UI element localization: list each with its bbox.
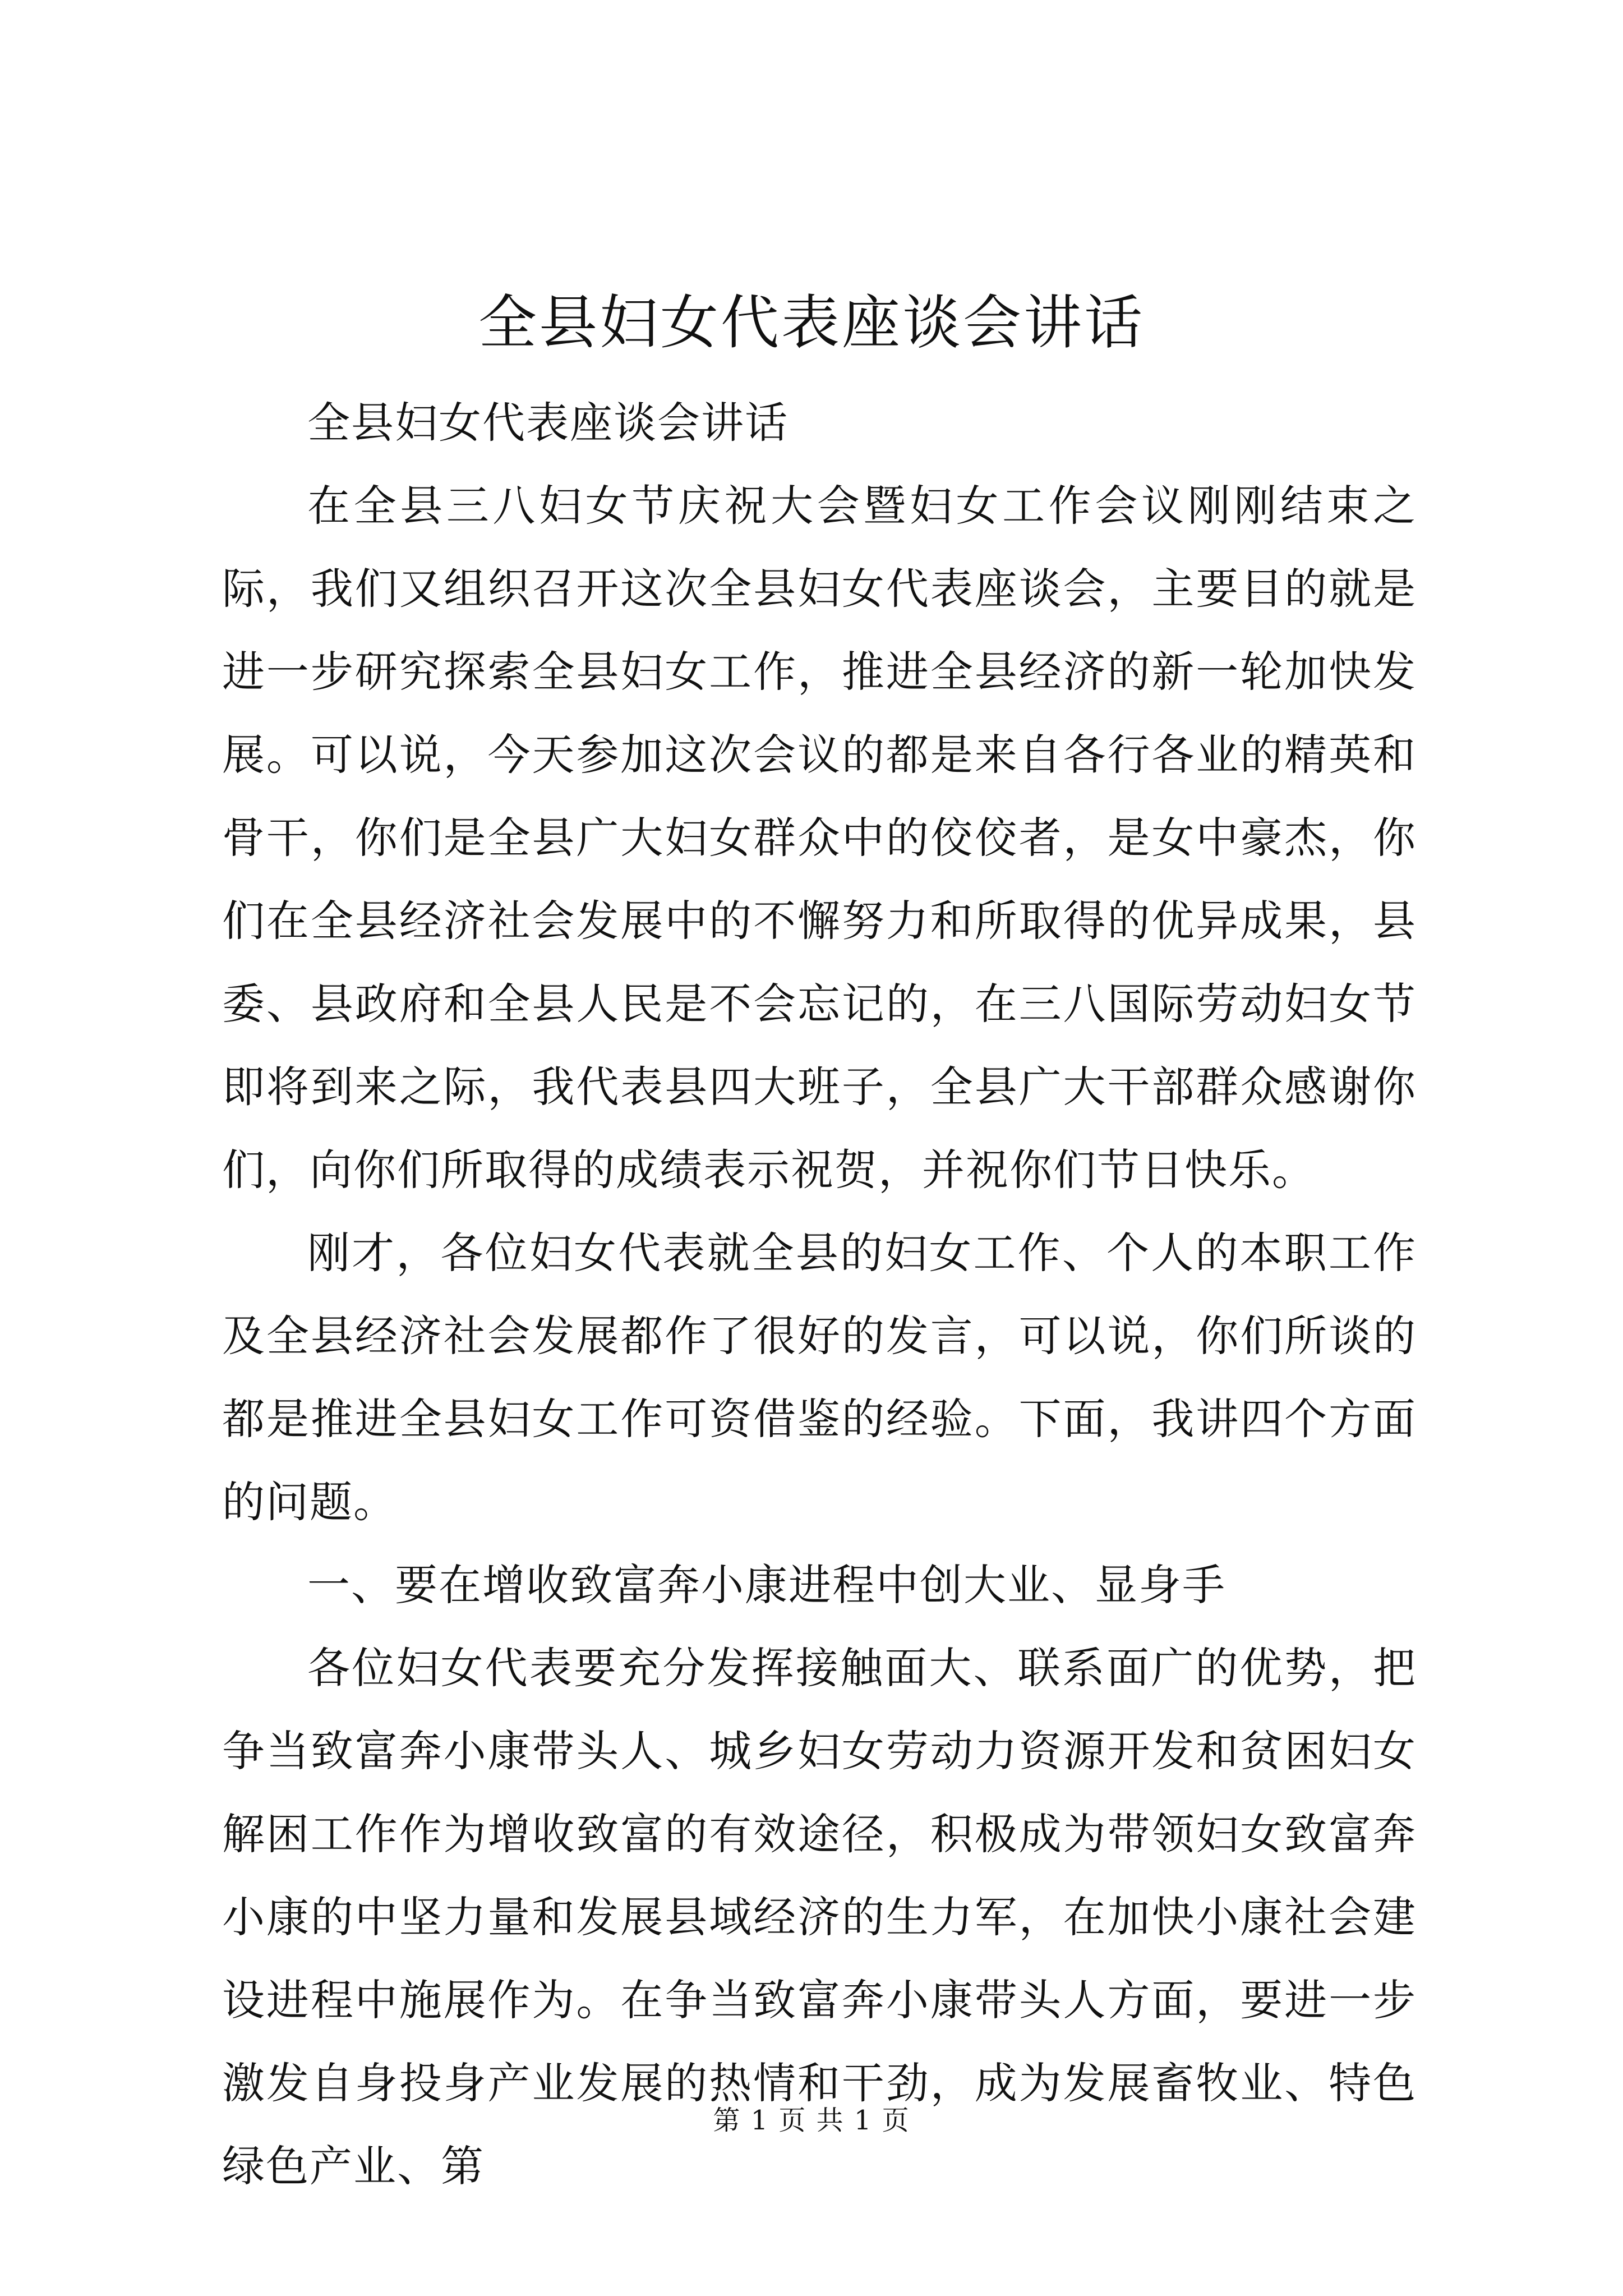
document-body <box>222 381 1417 2208</box>
paragraph-section-1: 各位妇女代表要充分发挥接触面大、联系面广的优势，把争当致富奔小康带头人、城乡妇女劳动力资源开发和贫困妇女解困工作作为增收致富的有效途径，积极成为带领妇女致富奔小康的中坚力量和发展县域经济的生力军，在加快小康社会建设进程中施展作为。在争当致富奔小康带头人方面，要进一步激发自身投身产业发展的热情和干劲，成为发展畜牧业、特色绿色产业、第 <box>222 1643 1417 2191</box>
paragraph-intro: 在全县三八妇女节庆祝大会暨妇女工作会议刚刚结束之际，我们又组织召开这次全县妇女代表座谈会，主要目的就是进一步研究探索全县妇女工作，推进全县经济的新一轮加快发展。可以说，今天参加这次会议的都是来自各行各业的精英和骨干，你们是全县广大妇女群众中的佼佼者，是女中豪杰，你们在全县经济社会发展中的不懈努力和所取得的优异成果，县委、县政府和全县人民是不会忘记的，在三八国际劳动妇女节即将到来之际，我代表县四大班子，全县广大干部群众感谢你们，向你们所取得的成绩表示祝贺，并祝你们节日快乐。 <box>222 481 1417 1195</box>
document-title: 全县妇女代表座谈会讲话 <box>478 288 1145 357</box>
section-heading-1: 一、要在增收致富奔小康进程中创大业、显身手 <box>307 1560 1226 1610</box>
paragraph-transition: 刚才，各位妇女代表就全县的妇女工作、个人的本职工作及全县经济社会发展都作了很好的发言，可以说，你们所谈的都是推进全县妇女工作可资借鉴的经验。下面，我讲四个方面的问题。 <box>222 1228 1417 1527</box>
page-footer: 第 1 页 共 1 页 <box>713 2105 910 2136</box>
paragraph-subtitle: 全县妇女代表座谈会讲话 <box>307 398 789 448</box>
